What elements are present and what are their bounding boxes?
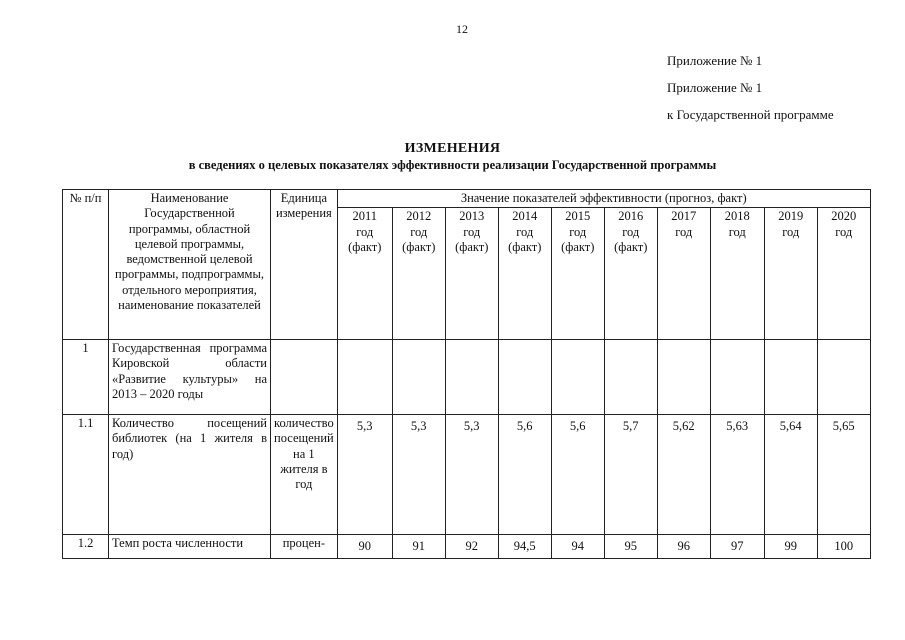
- year-header-cell: [498, 208, 551, 340]
- value-cell: 5,62: [657, 415, 710, 535]
- value-cell: 5,64: [764, 415, 817, 535]
- row-name: Государственная программа Кировской области «Развитие культуры» на 2013 – 2020 годы: [109, 340, 271, 415]
- year-header-l1: год: [569, 224, 587, 239]
- value-cell: 94,5: [498, 535, 551, 559]
- row-unit: количество посещений на 1 жителя в год: [271, 415, 338, 535]
- year-header-cell: [817, 208, 870, 340]
- appendix-line-1: Приложение № 1: [667, 53, 763, 68]
- year-header-year: 2011: [352, 209, 377, 224]
- year-header-year: 2013: [459, 209, 485, 224]
- value-cell: [498, 340, 551, 415]
- value-cell: [392, 340, 445, 415]
- value-cell: 100: [817, 535, 870, 559]
- year-header-l2: [661, 240, 707, 255]
- year-header-cell: [551, 208, 604, 340]
- year-header-l2: [768, 240, 814, 255]
- value-cell: 5,3: [337, 415, 392, 535]
- year-header-cell: [337, 208, 392, 340]
- year-header-l2: [821, 240, 867, 255]
- year-header-l1: год: [463, 224, 481, 239]
- value-cell: 94: [551, 535, 604, 559]
- row-number: 1: [63, 340, 109, 415]
- value-cell: 97: [710, 535, 764, 559]
- year-header-year: 2016: [618, 209, 644, 224]
- year-header-cell: [392, 208, 445, 340]
- table-row: [63, 535, 871, 559]
- value-cell: 5,63: [710, 415, 764, 535]
- value-cell: 5,65: [817, 415, 870, 535]
- value-cell: [764, 340, 817, 415]
- document-subtitle: в сведениях о целевых показателях эффективности реализации Государственной программы: [188, 158, 717, 172]
- value-cell: 95: [604, 535, 657, 559]
- year-header-l1: год: [675, 224, 693, 239]
- year-header-year: 2014: [512, 209, 538, 224]
- year-header-l1: год: [835, 224, 853, 239]
- value-cell: 5,6: [498, 415, 551, 535]
- header-row: [63, 190, 871, 208]
- page-number: 12: [456, 22, 468, 36]
- row-name: Темп роста численности: [109, 535, 271, 559]
- year-header-l1: год: [410, 224, 428, 239]
- year-header-l1: год: [516, 224, 534, 239]
- value-cell: [817, 340, 870, 415]
- row-name: Количество посещений библиотек (на 1 жителя в год): [109, 415, 271, 535]
- year-header-cell: [764, 208, 817, 340]
- year-header-year: 2019: [778, 209, 804, 224]
- year-header-cell: [710, 208, 764, 340]
- year-header-year: 2020: [831, 209, 857, 224]
- year-header-l2: (факт): [561, 239, 595, 254]
- year-header-year: 2018: [724, 209, 750, 224]
- value-cell: 5,7: [604, 415, 657, 535]
- value-cell: 96: [657, 535, 710, 559]
- year-header-cell: [445, 208, 498, 340]
- appendix-line-3: к Государственной программе: [667, 107, 834, 122]
- row-number: 1.1: [63, 415, 109, 535]
- table-body: [63, 340, 871, 559]
- header-name: Наименование Государственной программы, областной целевой программы, ведомственной целевой программы, подпрограммы, отдельного мероприятия, наименование показателей: [109, 190, 271, 340]
- value-cell: [657, 340, 710, 415]
- value-cell: [604, 340, 657, 415]
- header-num: № п/п: [63, 190, 109, 340]
- year-header-year: 2015: [565, 209, 591, 224]
- table-row: [63, 415, 871, 535]
- year-header-l2: (факт): [614, 239, 648, 254]
- header-values: Значение показателей эффективности (прогноз, факт): [337, 190, 870, 208]
- value-cell: [337, 340, 392, 415]
- year-header-l2: (факт): [508, 239, 542, 254]
- header-unit: Единица измерения: [271, 190, 338, 340]
- year-header-l1: год: [622, 224, 640, 239]
- row-number: 1.2: [63, 535, 109, 559]
- year-header-l2: (факт): [402, 239, 436, 254]
- value-cell: [551, 340, 604, 415]
- table-row: [63, 340, 871, 415]
- year-header-l1: год: [782, 224, 800, 239]
- year-header-l1: год: [728, 224, 746, 239]
- value-cell: [710, 340, 764, 415]
- appendix-line-2: Приложение № 1: [667, 80, 763, 95]
- value-cell: 90: [337, 535, 392, 559]
- year-header-l1: год: [356, 224, 374, 239]
- indicators-table: [62, 189, 871, 559]
- year-header-year: 2017: [671, 209, 697, 224]
- row-unit: процен-: [271, 535, 338, 559]
- year-header-l2: [714, 240, 761, 255]
- value-cell: 91: [392, 535, 445, 559]
- value-cell: 92: [445, 535, 498, 559]
- document-title: ИЗМЕНЕНИЯ: [404, 141, 501, 156]
- year-header-l2: (факт): [348, 239, 382, 254]
- value-cell: [445, 340, 498, 415]
- year-header-year: 2012: [406, 209, 432, 224]
- row-unit: [271, 340, 338, 415]
- year-header-cell: [657, 208, 710, 340]
- value-cell: 99: [764, 535, 817, 559]
- year-header-l2: (факт): [455, 239, 489, 254]
- value-cell: 5,6: [551, 415, 604, 535]
- year-header-cell: [604, 208, 657, 340]
- value-cell: 5,3: [445, 415, 498, 535]
- value-cell: 5,3: [392, 415, 445, 535]
